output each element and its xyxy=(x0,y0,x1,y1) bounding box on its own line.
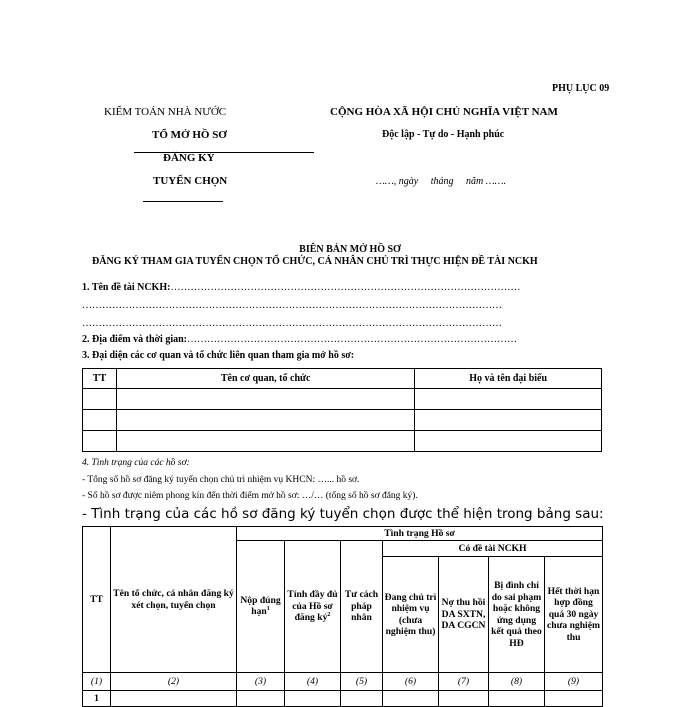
table-cell xyxy=(489,691,545,707)
col-8: Bị đình chỉ do sai phạm hoặc không ứng dụng kết quả theo HĐ xyxy=(489,557,545,673)
table-cell xyxy=(83,431,117,452)
table-cell xyxy=(383,691,439,707)
on-time-note: 1 xyxy=(266,606,270,613)
topic-dots-3: ……………………………………………………………………………………………………………… xyxy=(82,318,502,329)
col-subgroup: Có đề tài NCKH xyxy=(383,541,603,557)
col-on-time xyxy=(237,541,285,673)
header-row-1 xyxy=(83,527,603,541)
date-line: ……, ngày tháng năm ……. xyxy=(376,176,507,187)
table-cell xyxy=(341,691,383,707)
col-7: Nợ thu hồi DA SXTN, DA CGCN xyxy=(439,557,489,673)
representatives-table xyxy=(82,368,602,452)
col-number: (8) xyxy=(489,673,545,691)
location-label: 2. Địa điểm và thời gian: xyxy=(82,334,187,345)
status-bullet-2: - Số hồ sơ được niêm phong kín đến thời điểm mở hồ sơ: …/… (tổng số hồ sơ đăng ký). xyxy=(82,491,418,501)
col-6: Đang chủ trì nhiệm vụ (chưa nghiệm thu) xyxy=(383,557,439,673)
topic-dots-2: ……………………………………………………………………………………………………………… xyxy=(82,300,502,311)
row-number: 1 xyxy=(83,691,111,707)
table-row xyxy=(83,691,603,707)
table-cell xyxy=(415,410,602,431)
table-cell xyxy=(116,431,414,452)
table-row xyxy=(83,389,602,410)
col-number: (3) xyxy=(237,673,285,691)
table-cell xyxy=(439,691,489,707)
topic-label: 1. Tên đề tài NCKH: xyxy=(82,282,171,293)
col-number: (4) xyxy=(285,673,341,691)
col-complete xyxy=(285,541,341,673)
col-legal: Tư cách pháp nhân xyxy=(341,541,383,673)
appendix-label: PHỤ LỤC 09 xyxy=(552,83,610,94)
motto: Độc lập - Tự do - Hạnh phúc xyxy=(382,129,505,140)
complete-note: 2 xyxy=(327,612,331,619)
header-rule xyxy=(134,152,314,153)
col-tt: TT xyxy=(83,369,117,389)
doc-subtitle: ĐĂNG KÝ THAM GIA TUYỂN CHỌN TỔ CHỨC, CÁ NHÂN CHỦ TRÌ THỰC HIỆN ĐỀ TÀI NCKH xyxy=(92,256,538,267)
col-number: (2) xyxy=(111,673,237,691)
table-cell xyxy=(545,691,603,707)
col-number: (7) xyxy=(439,673,489,691)
status-bullet-3: - Tình trạng của các hồ sơ đăng ký tuyển chọn được thể hiện trong bảng sau: xyxy=(82,506,604,522)
table-cell xyxy=(285,691,341,707)
table-cell xyxy=(83,410,117,431)
team-line1: ĐĂNG KÝ xyxy=(163,152,215,164)
table-cell xyxy=(116,389,414,410)
team-line2: TUYỂN CHỌN xyxy=(153,175,228,187)
table-cell xyxy=(83,389,117,410)
status-label: 4. Tình trạng của các hồ sơ: xyxy=(82,458,190,468)
col-org: Tên cơ quan, tổ chức xyxy=(116,369,414,389)
col-tt: TT xyxy=(83,527,111,673)
col-rep: Họ và tên đại biểu xyxy=(415,369,602,389)
column-number-row xyxy=(83,673,603,691)
complete-text: Tính đầy đủ của Hồ sơ đăng ký xyxy=(287,589,338,624)
col-name: Tên tổ chức, cá nhân đăng ký xét chọn, tuyển chọn xyxy=(111,527,237,673)
table-header-row xyxy=(83,369,602,389)
col-number: (1) xyxy=(83,673,111,691)
status-bullet-1: - Tổng số hồ sơ đăng ký tuyển chọn chủ trì nhiệm vụ KHCN: …... hồ sơ. xyxy=(82,475,360,485)
col-number: (5) xyxy=(341,673,383,691)
table-cell xyxy=(111,691,237,707)
nation-name: CỘNG HÒA XÃ HỘI CHỦ NGHĨA VIỆT NAM xyxy=(330,106,558,118)
section-location xyxy=(82,334,517,345)
table-row xyxy=(83,431,602,452)
section-topic xyxy=(82,282,520,293)
table-row xyxy=(83,410,602,431)
doc-title: BIÊN BẢN MỞ HỒ SƠ xyxy=(299,244,401,255)
team-name: TỔ MỞ HỒ SƠ xyxy=(152,129,227,141)
table-cell xyxy=(415,389,602,410)
col-9: Hết thời hạn hợp đồng quá 30 ngày chưa nghiệm thu xyxy=(545,557,603,673)
table-cell xyxy=(415,431,602,452)
on-time-text: Nộp đúng hạn xyxy=(240,594,281,618)
team-underline xyxy=(143,201,223,202)
table-cell xyxy=(116,410,414,431)
org-name: KIỂM TOÁN NHÀ NƯỚC xyxy=(104,106,227,118)
location-dots: ……………………………………………………………………………………… xyxy=(187,334,517,345)
col-number: (9) xyxy=(545,673,603,691)
col-number: (6) xyxy=(383,673,439,691)
reps-label: 3. Đại diện các cơ quan và tổ chức liên quan tham gia mở hồ sơ: xyxy=(82,350,355,361)
col-group-status: Tình trạng Hồ sơ xyxy=(237,527,603,541)
table-cell xyxy=(237,691,285,707)
status-table xyxy=(82,526,603,707)
topic-dots: …………………………………………………………………………………………… xyxy=(170,282,521,293)
